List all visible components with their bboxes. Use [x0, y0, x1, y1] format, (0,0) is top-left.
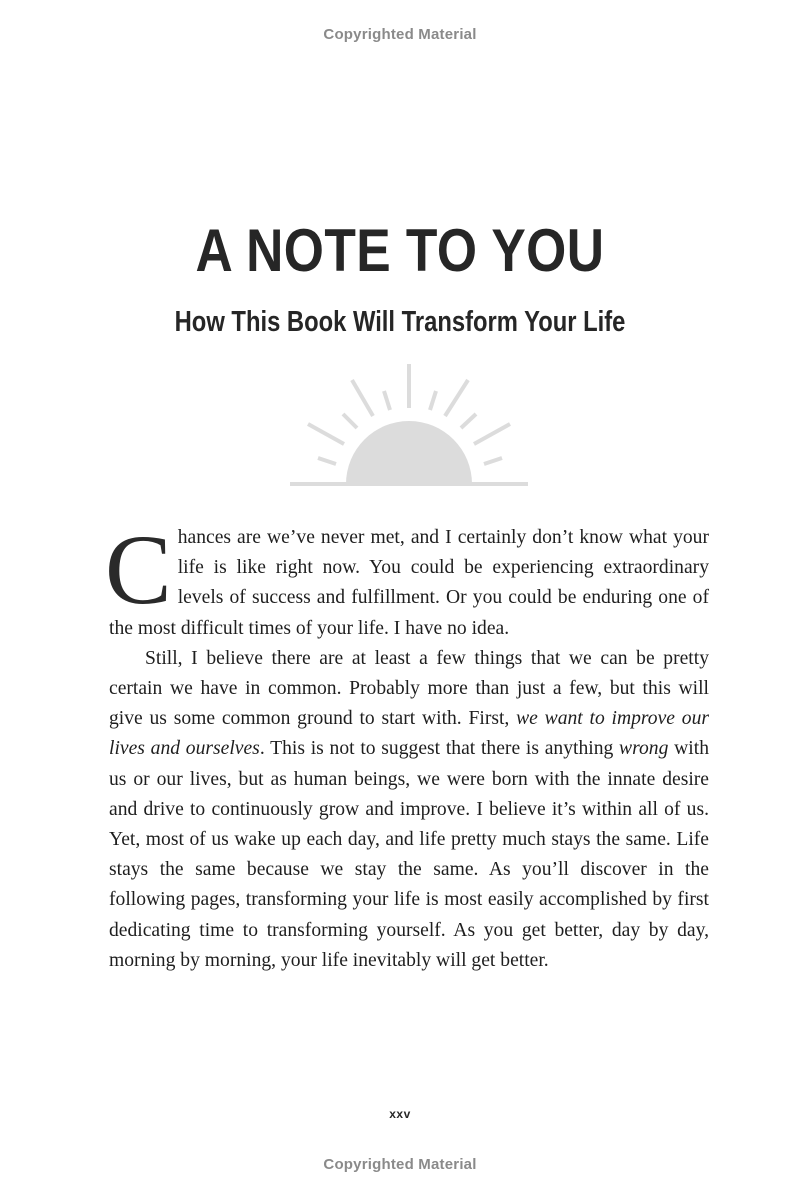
- paragraph-2-text-2: . This is not to suggest that there is anything: [259, 738, 620, 760]
- page-number: xxv: [389, 1107, 411, 1121]
- paragraph-2-text-1: Still, I believe there are at least a few things that we can be pretty certain we have in common. Probably more than just a few, but this will give us some common ground to start with. First,: [109, 647, 709, 730]
- chapter-title: A NOTE TO YOU: [195, 217, 605, 284]
- paragraph-2-emphasis-1: we want to improve our lives and ourselves: [109, 708, 709, 760]
- paragraph-2-text-3: with us or our lives, but as human beings, we were born with the innate desire and drive to continuously grow and improve. I believe it’s within all of us. Yet, most of us wake up each day, and life pretty much stays the same. Life stays the same because we stay the same. As you’ll discover in the following pages, transforming your life is most easily accomplished by first dedicating time to transforming yourself. As you get better, day by day, morning by morning, your life inevitably will get better.: [109, 738, 709, 971]
- chapter-subtitle: How This Book Will Transform Your Life: [174, 306, 626, 338]
- paragraph-1-text: hances are we’ve never met, and I certainly don’t know what your life is like right now. You could be experiencing extraordinary levels of success and fulfillment. Or you could be enduring one of the most difficult times of your life. I have no idea.: [109, 527, 709, 639]
- paragraph-2-emphasis-2: wrong: [619, 738, 669, 760]
- drop-cap: C: [105, 514, 172, 625]
- body-text: [105, 514, 709, 976]
- paragraph-1: [105, 514, 709, 644]
- paragraph-2: [109, 644, 709, 976]
- copyright-watermark-bottom: Copyrighted Material: [323, 1156, 477, 1173]
- copyright-watermark-top: Copyrighted Material: [323, 26, 477, 43]
- rising-sun-icon: [280, 358, 540, 493]
